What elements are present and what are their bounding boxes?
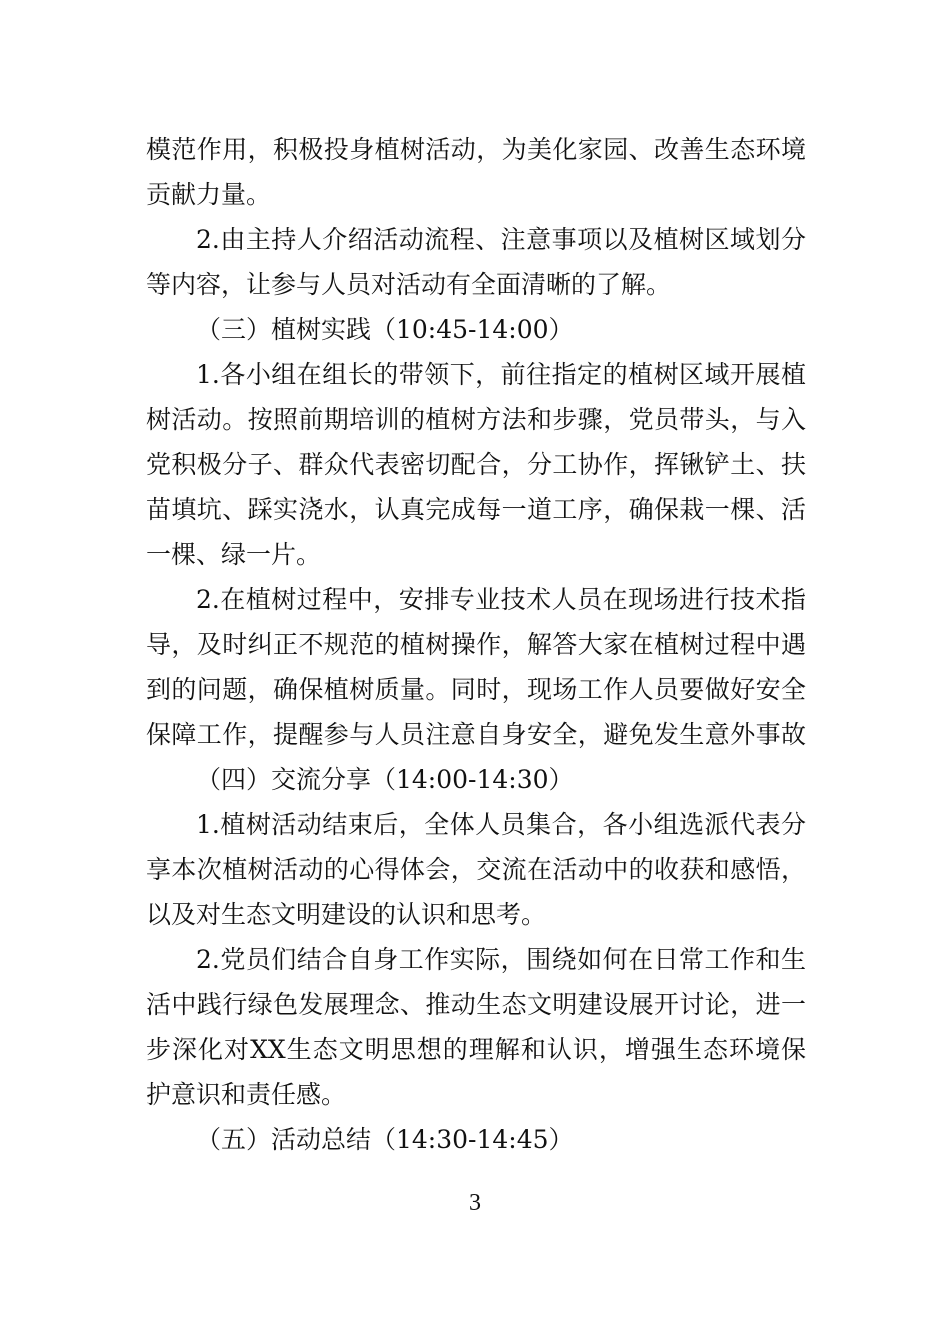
section-heading-4: （四）交流分享（14:00-14:30） (196, 765, 574, 794)
section-heading-5: （五）活动总结（14:30-14:45） (196, 1125, 574, 1154)
body-text-line: 2.由主持人介绍活动流程、注意事项以及植树区域划分 (196, 225, 806, 254)
body-text-line: 树活动。按照前期培训的植树方法和步骤，党员带头，与入 (146, 405, 806, 434)
body-text-line: 活中践行绿色发展理念、推动生态文明建设展开讨论，进一 (146, 990, 806, 1019)
body-text-line: 一棵、绿一片。 (146, 540, 322, 569)
body-text-line: 等内容，让参与人员对活动有全面清晰的了解。 (146, 270, 672, 299)
body-text-line: 护意识和责任感。 (146, 1080, 347, 1109)
body-text-line: 享本次植树活动的心得体会，交流在活动中的收获和感悟， (146, 855, 806, 884)
section-heading-3: （三）植树实践（10:45-14:00） (196, 315, 574, 344)
body-text-line: 以及对生态文明建设的认识和思考。 (146, 900, 547, 929)
body-text-line: 到的问题，确保植树质量。同时，现场工作人员要做好安全 (146, 675, 806, 704)
body-text-line: 苗填坑、踩实浇水，认真完成每一道工序，确保栽一棵、活 (146, 495, 806, 524)
page-number: 3 (469, 1190, 481, 1216)
body-text-line: 党积极分子、群众代表密切配合，分工协作，挥锹铲土、扶 (146, 450, 806, 479)
body-text-line: 贡献力量。 (146, 180, 272, 209)
body-text-line: 导，及时纠正不规范的植树操作，解答大家在植树过程中遇 (146, 630, 806, 659)
body-text-line: 模范作用，积极投身植树活动，为美化家园、改善生态环境 (146, 135, 806, 164)
body-text-line: 1.各小组在组长的带领下，前往指定的植树区域开展植 (196, 360, 806, 389)
body-text-line: 2.党员们结合自身工作实际，围绕如何在日常工作和生 (196, 945, 806, 974)
body-text-line: 1.植树活动结束后，全体人员集合，各小组选派代表分 (196, 810, 806, 839)
body-text-line: 2.在植树过程中，安排专业技术人员在现场进行技术指 (196, 585, 806, 614)
body-text-line: 保障工作，提醒参与人员注意自身安全，避免发生意外事故 (146, 720, 806, 749)
body-text-line: 步深化对XX生态文明思想的理解和认识，增强生态环境保 (146, 1035, 806, 1064)
